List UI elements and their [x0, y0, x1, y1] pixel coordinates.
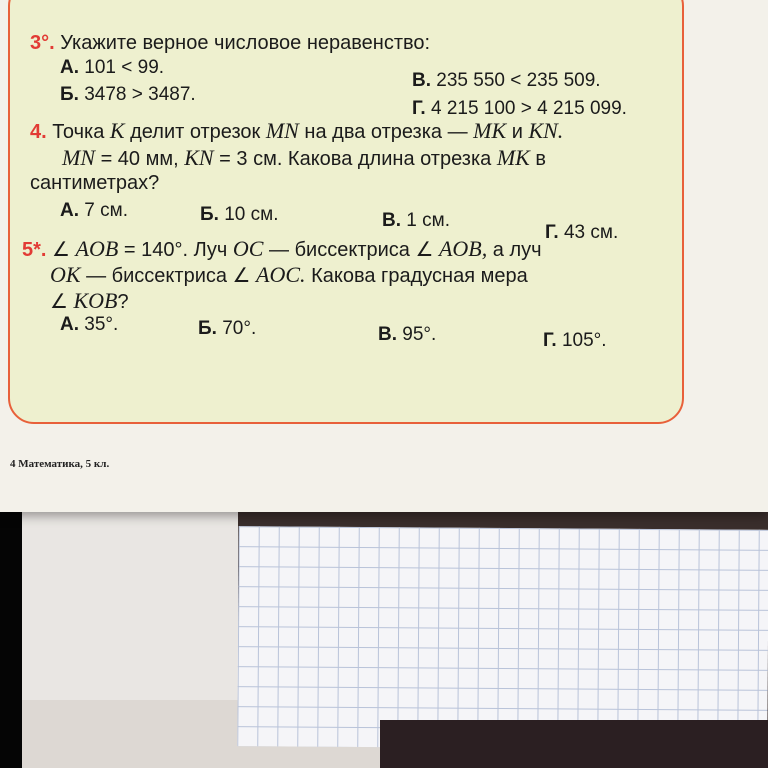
question-5-line-1: 5*. ∠ AOB = 140°. Луч OC — биссектриса ∠ AOB, а луч	[22, 236, 542, 261]
question-5-option-v: В. 95°.	[378, 324, 437, 345]
question-4-option-g: Г. 43 см.	[545, 222, 619, 243]
page-footer: 4 Математика, 5 кл.	[10, 458, 110, 470]
question-3-option-v: В. 235 550 < 235 509.	[412, 70, 601, 91]
question-5-option-a: А. 35°.	[60, 314, 119, 335]
question-3-option-a: А. 101 < 99.	[60, 57, 165, 78]
question-4-number: 4.	[30, 121, 47, 143]
question-4-line-3: сантиметрах?	[30, 172, 160, 194]
graph-paper-notebook	[237, 526, 768, 750]
carpet-area	[380, 720, 768, 768]
question-4-line-1: 4. Точка K делит отрезок MN на два отрезка — MK и KN.	[30, 118, 564, 143]
question-4-option-a: А. 7 см.	[60, 200, 128, 221]
question-3-option-b: Б. 3478 > 3487.	[60, 84, 196, 105]
question-5-option-g: Г. 105°.	[543, 330, 607, 351]
question-5-line-2: OK — биссектриса ∠ AOC. Какова градусная мера	[50, 262, 528, 287]
question-4-option-b: Б. 10 см.	[200, 204, 279, 225]
question-3-line	[30, 32, 430, 55]
question-4-line-2: MN = 40 мм, KN = 3 см. Какова длина отрезка MK в	[62, 145, 547, 170]
question-5-option-b: Б. 70°.	[198, 318, 257, 339]
question-5-number: 5*.	[22, 239, 47, 261]
question-4-option-v: В. 1 см.	[382, 210, 450, 231]
question-5-line-3: ∠ KOB?	[50, 288, 129, 313]
question-3-number: 3°.	[30, 32, 55, 54]
question-3-option-g: Г. 4 215 100 > 4 215 099.	[412, 98, 627, 119]
question-3-text: Укажите верное числовое неравенство:	[60, 32, 431, 54]
